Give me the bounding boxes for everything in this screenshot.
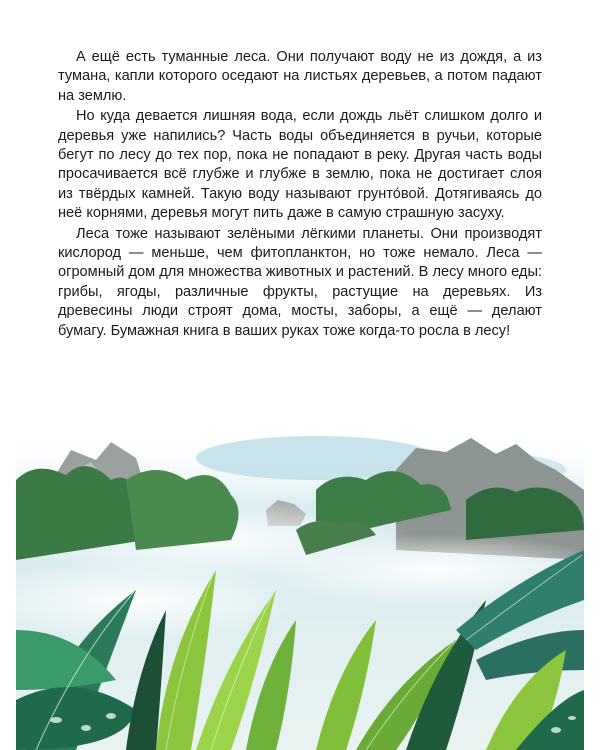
leaf-spot [551,727,561,733]
leaf-spot [106,713,116,719]
tree-canopy [126,470,239,550]
leaf-spot [81,725,91,731]
paragraph-3: Леса тоже называют зелёными лёгкими планеты. Они производят кислород — меньше, чем фитопланктон, но тоже немало. Леса — огромный дом для множества животных и растений. В лесу много еды: грибы, ягоды, различные фрукты, растущие на деревьях. Из древесины люди строят дома, мосты, заборы, а ещё — делают бумагу. Бумажная книга в ваших руках тоже когда-то росла в лесу! [58,225,542,339]
article-text [58,48,542,341]
paragraph-1: А ещё есть туманные леса. Они получают воду не из дождя, а из тумана, капли которого оседают на листьях деревьев, а потом падают на землю. [58,49,542,104]
foggy-forest-illustration [16,430,584,750]
leaf-spot [568,716,576,720]
paragraph-2: Но куда девается лишняя вода, если дождь льёт слишком долго и деревья уже напились? Часть воды объединяется в ручьи, которые бегут по лесу до тех пор, пока не попадают в реку. Другая часть воды просачивается всё глубже и глубже в землю, пока не достигает слоя из твёрдых камней. Такую воду называют грунто́вой. Дотягиваясь до неё корнями, деревья могут пить даже в самую страшную засуху. [58,108,542,222]
